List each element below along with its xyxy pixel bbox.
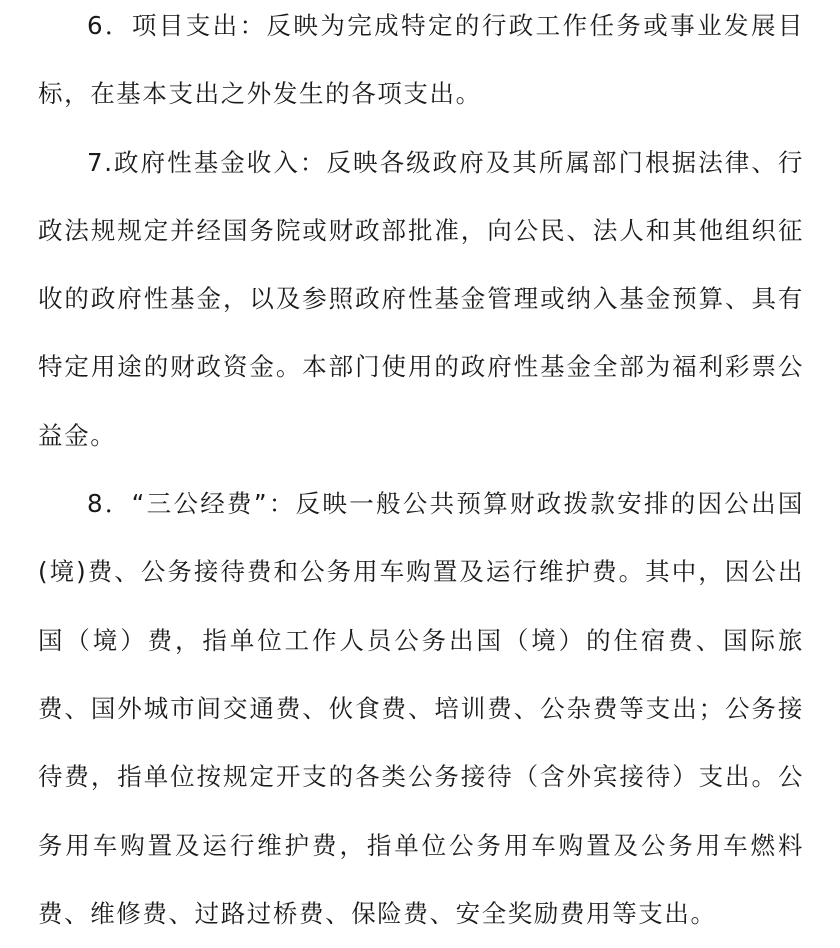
paragraph-three-public-expenses: 8．“三公经费”：反映一般公共预算财政拨款安排的因公出国(境)费、公务接待费和公务用车购置及运行维护费。其中，因公出国（境）费，指单位工作人员公务出国（境）的住宿费、国际旅费、国外城市间交通费、伙食费、培训费、公杂费等支出；公务接待费，指单位按规定开支的各类公务接待（含外宾接待）支出。公务用车购置及运行维护费，指单位公务用车购置及公务用车燃料费、维修费、过路过桥费、保险费、安全奖励费用等支出。: [38, 489, 804, 928]
paragraph-government-fund-revenue: 7.政府性基金收入：反映各级政府及其所属部门根据法律、行政法规规定并经国务院或财政部批准，向公民、法人和其他组织征收的政府性基金，以及参照政府性基金管理或纳入基金预算、具有特定用途的财政资金。本部门使用的政府性基金全部为福利彩票公益金。: [38, 147, 804, 450]
document-page: [38, 0, 804, 948]
paragraph-project-expenditure: 6．项目支出：反映为完成特定的行政工作任务或事业发展目标，在基本支出之外发生的各项支出。: [38, 11, 804, 109]
